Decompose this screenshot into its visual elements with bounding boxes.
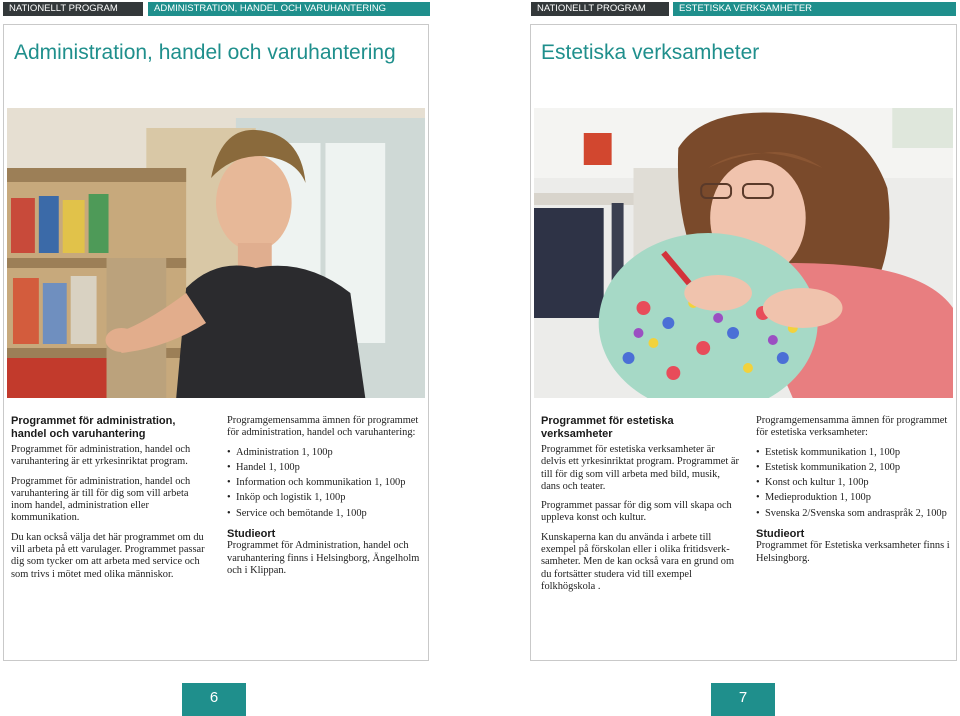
studieort-text-right: Programmet för Estetiska verksamheter finns i Helsingborg. xyxy=(756,540,950,564)
list-item: • Handel 1, 100p xyxy=(227,462,425,474)
studieort-heading-right: Studieort xyxy=(756,528,805,541)
tab-program-name-right: ESTETISKA VERKSAMHETER xyxy=(673,2,956,16)
paragraph: Du kan också välja det här programmet om du vill arbeta på ett varulager. Programmet passar dig som tycker om att arbeta med service och som trivs i mötet med olika människor. xyxy=(11,531,205,580)
list-item: • Inköp och logistik 1, 100p xyxy=(227,492,425,504)
tab-nationellt-program-right: NATIONELLT PROGRAM xyxy=(531,2,669,16)
tab-nationellt-program-left: NATIONELLT PROGRAM xyxy=(3,2,143,16)
paragraph: Programmet för administration, handel och varuhantering är till för dig som vill arbeta inom handel, administration eller kommunikation. xyxy=(11,475,191,524)
list-item: • Svenska 2/Svenska som andraspråk 2, 100p xyxy=(756,508,953,520)
page-number-left: 6 xyxy=(182,683,246,716)
photo-young-woman-painting-ball xyxy=(534,108,953,398)
photo-left xyxy=(7,108,425,398)
subjects-intro-left: Programgemensamma ämnen för programmet för administration, handel och varuhantering: xyxy=(227,415,419,439)
list-item: • Estetisk kommunikation 1, 100p xyxy=(756,447,953,459)
tab-program-name-left: ADMINISTRATION, HANDEL OCH VARUHANTERING xyxy=(148,2,430,16)
paragraph: Programmet för administration, handel och varuhantering är ett yrkesinriktat program. xyxy=(11,444,191,468)
paragraph: Programmet passar för dig som vill skapa och uppleva konst och kultur. xyxy=(541,500,732,524)
subjects-intro-right: Programgemensamma ämnen för programmet för estetiska verksamheter: xyxy=(756,415,948,439)
list-item: • Information och kommunikation 1, 100p xyxy=(227,477,425,489)
right-column-1 xyxy=(541,415,739,593)
subjects-list-left xyxy=(227,447,425,520)
photo-young-man-stocking-shelves xyxy=(7,108,425,398)
left-page-card xyxy=(3,24,429,661)
photo-right xyxy=(534,108,953,398)
list-item: • Estetisk kommunikation 2, 100p xyxy=(756,462,953,474)
list-item: • Administration 1, 100p xyxy=(227,447,425,459)
right-column-2 xyxy=(756,415,953,565)
left-column-1 xyxy=(11,415,209,581)
studieort-text-left: Programmet för Administration, handel och varuhantering finns i Helsingborg, Ängelholm och i Klippan. xyxy=(227,540,420,576)
left-header-tabs xyxy=(3,2,430,16)
right-page-card xyxy=(530,24,957,661)
left-column-2 xyxy=(227,415,425,577)
right-header-tabs xyxy=(531,2,956,16)
list-item: • Konst och kultur 1, 100p xyxy=(756,477,953,489)
list-item: • Medieproduktion 1, 100p xyxy=(756,492,953,504)
page-number-right: 7 xyxy=(711,683,775,716)
studieort-heading-left: Studieort xyxy=(227,528,276,541)
program-heading-left: Programmet för administration, handel och varuhantering xyxy=(11,415,176,440)
page-title-right: Estetiska verksamheter xyxy=(541,41,760,64)
subjects-list-right xyxy=(756,447,953,520)
paragraph: Programmet för estetiska verksamheter är delvis ett yrkesinriktat program. Programmet är till för dig som vill arbeta med bild, musik, dans och teater. xyxy=(541,444,739,492)
page-title-left: Administration, handel och varuhantering xyxy=(14,41,396,64)
paragraph: Kunskaperna kan du använda i arbete till exempel på förskolan eller i olika fritidsverk- samheter. Men de kan också vara en grund om du fortsätter studera vid till exempel folkhögskola . xyxy=(541,531,735,592)
program-heading-right: Programmet för estetiska verksamheter xyxy=(541,415,674,440)
list-item: • Service och bemötande 1, 100p xyxy=(227,508,425,520)
